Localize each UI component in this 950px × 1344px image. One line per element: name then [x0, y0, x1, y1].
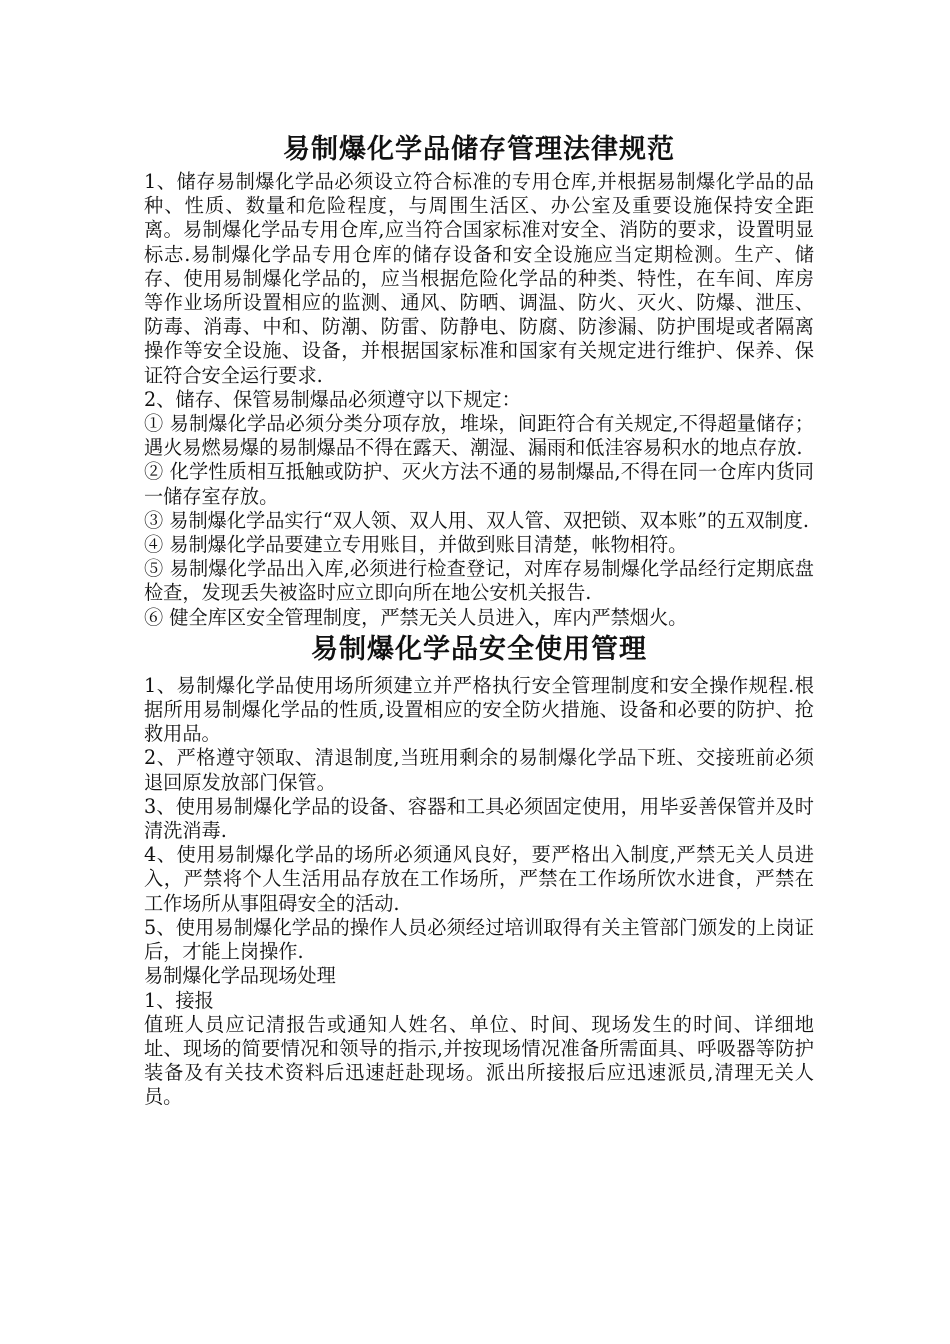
- storage-rule-1: ① 易制爆化学品必须分类分项存放，堆垛，间距符合有关规定,不得超量储存；遇火易燃易爆的易制爆品不得在露天、潮湿、漏雨和低洼容易积水的地点存放.: [144, 412, 814, 460]
- storage-rule-3: ③ 易制爆化学品实行“双人领、双人用、双人管、双把锁、双本账”的五双制度.: [144, 508, 810, 532]
- storage-paragraph-2: 2、储存、保管易制爆品必须遵守以下规定：: [144, 387, 521, 411]
- document-title-storage: 易制爆化学品储存管理法律规范: [283, 134, 675, 165]
- usage-paragraph-5: 5、使用易制爆化学品的操作人员必须经过培训取得有关主管部门颁发的上岗证后，才能上岗操作.: [144, 915, 814, 964]
- storage-section: [144, 170, 814, 630]
- onsite-step-heading: 1、接报: [144, 988, 214, 1012]
- onsite-step-paragraph: 值班人员应记清报告或通知人姓名、单位、时间、现场发生的时间、详细地址、现场的简要情况和领导的指示,并按现场情况准备所需面具、呼吸器等防护装备及有关技术资料后迅速赶赴现场。派出所接报后应迅速派员,清理无关人员。: [144, 1012, 814, 1109]
- usage-paragraph-4: 4、使用易制爆化学品的场所必须通风良好，要严格出入制度,严禁无关人员进入，严禁将个人生活用品存放在工作场所，严禁在工作场所饮水进食，严禁在工作场所从事阻碍安全的活动.: [144, 843, 814, 915]
- usage-paragraph-1: 1、易制爆化学品使用场所须建立并严格执行安全管理制度和安全操作规程.根据所用易制爆化学品的性质,设置相应的安全防火措施、设备和必要的防护、抢救用品。: [144, 673, 814, 746]
- storage-rule-4: ④ 易制爆化学品要建立专用账目，并做到账目清楚，帐物相符。: [144, 533, 688, 557]
- document-page: [144, 128, 814, 1110]
- storage-rule-5: ⑤ 易制爆化学品出入库,必须进行检查登记，对库存易制爆化学品经行定期底盘检查，发现丢失被盗时应立即向所在地公安机关报告.: [144, 557, 814, 605]
- storage-rule-2: ② 化学性质相互抵触或防护、灭火方法不通的易制爆品,不得在同一仓库内货同一储存室存放。: [144, 460, 814, 508]
- usage-section: [144, 674, 814, 1110]
- usage-paragraph-2: 2、严格遵守领取、清退制度,当班用剩余的易制爆化学品下班、交接班前必须退回原发放部门保管。: [144, 746, 814, 794]
- document-title-usage: 易制爆化学品安全使用管理: [311, 633, 647, 665]
- usage-paragraph-3: 3、使用易制爆化学品的设备、容器和工具必须固定使用，用毕妥善保管并及时清洗消毒.: [144, 794, 814, 843]
- storage-paragraph-1: 1、储存易制爆化学品必须设立符合标准的专用仓库,并根据易制爆化学品的品种、性质、数量和危险程度，与周围生活区、办公室及重要设施保持安全距离。易制爆化学品专用仓库,应当符合国家标准对安全、消防的要求，设置明显标志.易制爆化学品专用仓库的储存设备和安全设施应当定期检测。生产、储存、使用易制爆化学品的，应当根据危险化学品的种类、特性，在车间、库房等作业场所设置相应的监测、通风、防晒、调温、防火、灭火、防爆、泄压、防毒、消毒、中和、防潮、防雷、防静电、防腐、防渗漏、防护围堤或者隔离操作等安全设施、设备，并根据国家标准和国家有关规定进行维护、保养、保证符合安全运行要求.: [144, 170, 814, 387]
- storage-rule-6: ⑥ 健全库区安全管理制度，严禁无关人员进入，库内严禁烟火。: [144, 605, 688, 629]
- onsite-handling-heading: 易制爆化学品现场处理: [144, 964, 336, 988]
